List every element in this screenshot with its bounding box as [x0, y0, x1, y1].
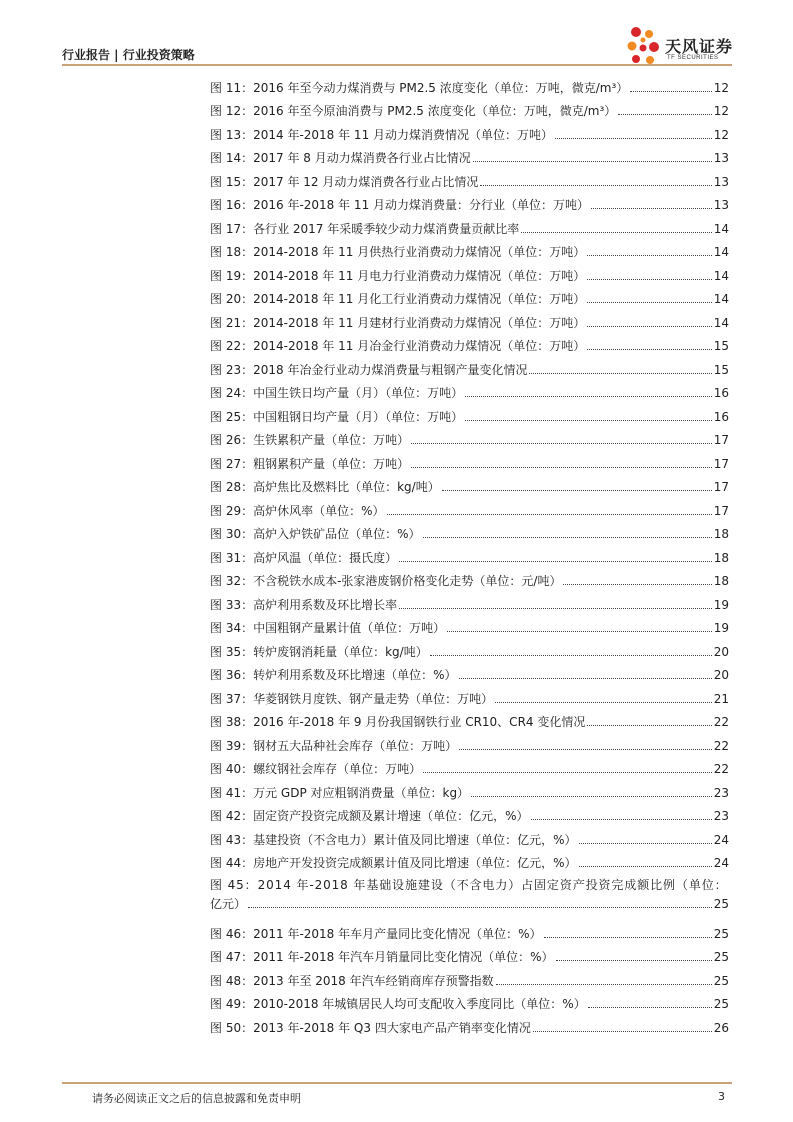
toc-entry-title: 图 39：钢材五大品种社会库存（单位：万吨） [210, 738, 458, 753]
toc-entry[interactable] [210, 824, 729, 848]
toc-entry-page: 25 [713, 997, 729, 1011]
toc-entry-title: 图 43：基建投资（不含电力）累计值及同比增速（单位：亿元，%） [210, 832, 577, 847]
toc-entry-title: 图 37：华菱钢铁月度铁、钢产量走势（单位：万吨） [210, 691, 494, 706]
toc-entry-page: 19 [713, 621, 729, 635]
toc-entry[interactable] [210, 613, 729, 637]
toc-entry-title: 图 42：固定资产投资完成额及累计增速（单位：亿元，%） [210, 809, 529, 823]
toc-leader-dots [555, 138, 712, 139]
toc-entry[interactable] [210, 707, 729, 731]
toc-entry-page: 21 [713, 691, 729, 706]
toc-leader-dots [587, 302, 712, 303]
toc-leader-dots [495, 702, 712, 703]
toc-entry-page: 18 [713, 527, 729, 541]
toc-entry[interactable] [210, 378, 729, 402]
toc-entry-page: 14 [713, 292, 729, 306]
toc-entry-page: 17 [713, 503, 729, 518]
toc-leader-dots [496, 984, 712, 985]
toc-entry[interactable] [210, 660, 729, 684]
toc-leader-dots [587, 725, 711, 726]
toc-entry-title: 图 17：各行业 2017 年采暖季较少动力煤消费量贡献比率 [210, 221, 520, 236]
toc-entry-page: 23 [713, 809, 729, 823]
toc-leader-dots [459, 678, 712, 679]
toc-entry-title: 图 48：2013 年至 2018 年汽车经销商库存预警指数 [210, 973, 494, 988]
toc-entry-title: 图 45：2014 年-2018 年基础设施建设（不含电力）占固定资产投资完成额比例（单位： [210, 878, 728, 892]
toc-entry-page: 14 [713, 221, 729, 236]
toc-leader-dots [399, 608, 712, 609]
toc-leader-dots [411, 467, 712, 468]
toc-entry-title: 图 21：2014-2018 年 11 月建材行业消费动力煤情况（单位：万吨） [210, 315, 586, 330]
brand-name-cn: 天风证券 [665, 37, 734, 56]
toc-entry-page: 17 [713, 480, 729, 494]
toc-entry[interactable] [210, 965, 729, 989]
toc-entry-page: 16 [713, 409, 729, 424]
toc-entry-title: 图 22：2014-2018 年 11 月冶金行业消费动力煤情况（单位：万吨） [210, 339, 586, 353]
toc-entry-title: 图 23：2018 年冶金行业动力煤消费量与粗钢产量变化情况 [210, 362, 528, 377]
footer-divider [62, 1082, 732, 1084]
toc-entry-page: 14 [713, 315, 729, 330]
page-number: 3 [718, 1090, 725, 1103]
toc-entry[interactable] [210, 260, 729, 284]
toc-entry[interactable] [210, 589, 729, 613]
toc-entry-page: 15 [713, 362, 729, 377]
header-section-title: 行业报告 | 行业投资策略 [62, 48, 195, 62]
toc-entry[interactable] [210, 1012, 729, 1036]
toc-entry[interactable] [210, 401, 729, 425]
toc-entry-page: 25 [713, 950, 729, 964]
toc-entry[interactable] [210, 942, 729, 966]
toc-entry[interactable] [210, 848, 729, 872]
toc-entry-title: 图 34：中国粗钢产量累计值（单位：万吨） [210, 621, 446, 635]
toc-entry-page: 18 [713, 574, 729, 588]
toc-leader-dots [430, 655, 712, 656]
toc-entry-title: 图 31：高炉风温（单位：摄氏度） [210, 550, 398, 565]
toc-entry-title: 图 32：不含税铁水成本-张家港废钢价格变化走势（单位：元/吨） [210, 574, 562, 588]
footer-disclaimer: 请务必阅读正文之后的信息披露和免责申明 [92, 1092, 301, 1105]
toc-entry-page: 20 [713, 644, 729, 659]
toc-leader-dots [465, 396, 712, 397]
toc-entry[interactable] [210, 425, 729, 449]
toc-entry[interactable] [210, 566, 729, 590]
toc-entry-title: 图 40：螺纹钢社会库存（单位：万吨） [210, 762, 422, 776]
toc-entry-title: 图 36：转炉利用系数及环比增速（单位：%） [210, 668, 457, 682]
toc-entry-title: 图 20：2014-2018 年 11 月化工行业消费动力煤情况（单位：万吨） [210, 292, 586, 306]
toc-entry-title: 图 19：2014-2018 年 11 月电力行业消费动力煤情况（单位：万吨） [210, 268, 586, 283]
toc-entry-title: 图 18：2014-2018 年 11 月供热行业消费动力煤情况（单位：万吨） [210, 245, 586, 259]
toc-leader-dots [563, 584, 711, 585]
header-divider [62, 64, 732, 66]
toc-leader-dots [529, 373, 711, 374]
toc-entry-page: 14 [713, 268, 729, 283]
toc-entry-page: 25 [713, 926, 729, 941]
toc-entry[interactable] [210, 331, 729, 355]
toc-entry-page: 16 [713, 386, 729, 400]
toc-leader-dots [579, 866, 712, 867]
toc-leader-dots [248, 907, 712, 908]
toc-entry-title: 图 47：2011 年-2018 年汽车月销量同比变化情况（单位：%） [210, 950, 554, 964]
toc-leader-dots [591, 208, 712, 209]
toc-entry[interactable] [210, 213, 729, 237]
toc-entry-title: 图 44：房地产开发投资完成额累计值及同比增速（单位：亿元，%） [210, 856, 577, 870]
toc-entry-title: 图 29：高炉休风率（单位：%） [210, 503, 385, 518]
toc-entry-page: 24 [713, 856, 729, 870]
toc-entry[interactable] [210, 777, 729, 801]
figure-list [210, 72, 729, 1036]
toc-entry-title: 图 16：2016 年-2018 年 11 月动力煤消费量：分行业（单位：万吨） [210, 198, 590, 212]
toc-leader-dots [587, 326, 712, 327]
toc-entry-page: 25 [713, 897, 729, 911]
toc-entry[interactable] [210, 72, 729, 96]
toc-leader-dots [480, 185, 711, 186]
toc-leader-dots [423, 537, 712, 538]
toc-leader-dots [587, 349, 712, 350]
toc-entry-title: 图 30：高炉入炉铁矿品位（单位：%） [210, 527, 421, 541]
toc-leader-dots [618, 114, 711, 115]
toc-entry-title: 图 13：2014 年-2018 年 11 月动力煤消费情况（单位：万吨） [210, 127, 554, 142]
toc-entry-page: 24 [713, 832, 729, 847]
toc-entry-title: 图 27：粗钢累积产量（单位：万吨） [210, 456, 410, 471]
toc-entry[interactable] [210, 284, 729, 308]
toc-entry-page: 22 [713, 738, 729, 753]
toc-entry-page: 19 [713, 597, 729, 612]
toc-leader-dots [459, 749, 712, 750]
toc-entry[interactable] [210, 143, 729, 167]
toc-leader-dots [442, 490, 712, 491]
toc-entry-title: 图 28：高炉焦比及燃料比（单位：kg/吨） [210, 480, 440, 494]
toc-leader-dots [587, 279, 712, 280]
toc-leader-dots [533, 1031, 712, 1032]
toc-leader-dots [447, 631, 712, 632]
toc-entry[interactable] [210, 542, 729, 566]
toc-entry[interactable] [210, 495, 729, 519]
toc-entry-page: 12 [713, 80, 729, 95]
brand-name-en: TF SECURITIES [667, 55, 719, 61]
toc-entry[interactable] [210, 918, 729, 942]
toc-entry[interactable] [210, 472, 729, 496]
toc-leader-dots [473, 161, 712, 162]
toc-entry-title: 图 12：2016 年至今原油消费与 PM2.5 浓度变化（单位：万吨，微克/m³） [210, 104, 617, 118]
toc-entry-title: 图 41：万元 GDP 对应粗钢消费量（单位：kg） [210, 785, 470, 800]
toc-entry-page: 18 [713, 550, 729, 565]
toc-entry-page: 15 [713, 339, 729, 353]
toc-entry[interactable] [210, 519, 729, 543]
toc-entry[interactable] [210, 448, 729, 472]
toc-entry[interactable] [210, 166, 729, 190]
toc-entry-title: 图 14：2017 年 8 月动力煤消费各行业占比情况 [210, 151, 471, 165]
toc-entry[interactable] [210, 354, 729, 378]
toc-leader-dots [587, 255, 712, 256]
toc-leader-dots [630, 91, 711, 92]
toc-entry-page: 14 [713, 245, 729, 259]
toc-entry[interactable] [210, 237, 729, 261]
toc-entry-title: 图 49：2010-2018 年城镇居民人均可支配收入季度同比（单位：%） [210, 997, 586, 1011]
toc-entry[interactable] [210, 190, 729, 214]
toc-leader-dots [423, 772, 712, 773]
toc-entry-page: 25 [713, 973, 729, 988]
toc-entry-title: 图 33：高炉利用系数及环比增长率 [210, 597, 398, 612]
toc-entry[interactable] [210, 683, 729, 707]
toc-entry[interactable] [210, 636, 729, 660]
toc-entry-page: 12 [713, 127, 729, 142]
toc-entry-page: 17 [713, 456, 729, 471]
toc-entry-page: 13 [713, 151, 729, 165]
toc-entry-title-continued: 亿元） [210, 897, 247, 911]
toc-entry-page: 22 [713, 715, 729, 729]
toc-entry-title: 图 38：2016 年-2018 年 9 月份我国钢铁行业 CR10、CR4 变化情况 [210, 715, 586, 729]
toc-entry[interactable] [210, 96, 729, 120]
toc-entry-page: 12 [713, 104, 729, 118]
toc-entry-title: 图 11：2016 年至今动力煤消费与 PM2.5 浓度变化（单位：万吨，微克/m³） [210, 80, 629, 95]
toc-entry-page: 13 [713, 198, 729, 212]
toc-entry[interactable] [210, 801, 729, 825]
toc-entry-page: 23 [713, 785, 729, 800]
toc-entry[interactable] [210, 871, 729, 918]
toc-entry[interactable] [210, 989, 729, 1013]
toc-entry[interactable] [210, 754, 729, 778]
toc-entry-page: 17 [713, 433, 729, 447]
toc-entry-page: 13 [713, 174, 729, 189]
toc-leader-dots [471, 796, 712, 797]
toc-entry-page: 22 [713, 762, 729, 776]
toc-entry[interactable] [210, 307, 729, 331]
toc-leader-dots [411, 443, 712, 444]
toc-entry-title: 图 24：中国生铁日均产量（月）（单位：万吨） [210, 386, 464, 400]
toc-leader-dots [544, 937, 712, 938]
toc-entry-title: 图 46：2011 年-2018 年车月产量同比变化情况（单位：%） [210, 926, 542, 941]
toc-leader-dots [588, 1007, 712, 1008]
toc-entry-title: 图 26：生铁累积产量（单位：万吨） [210, 433, 410, 447]
toc-leader-dots [521, 232, 711, 233]
toc-entry-page: 20 [713, 668, 729, 682]
toc-leader-dots [465, 420, 712, 421]
toc-leader-dots [399, 561, 712, 562]
toc-entry[interactable] [210, 730, 729, 754]
toc-entry-title: 图 50：2013 年-2018 年 Q3 四大家电产品产销率变化情况 [210, 1020, 531, 1035]
toc-leader-dots [556, 960, 712, 961]
toc-leader-dots [387, 514, 712, 515]
toc-entry-title: 图 25：中国粗钢日均产量（月）（单位：万吨） [210, 409, 464, 424]
toc-leader-dots [579, 843, 712, 844]
toc-entry-title: 图 35：转炉废钢消耗量（单位：kg/吨） [210, 644, 428, 659]
toc-entry-title: 图 15：2017 年 12 月动力煤消费各行业占比情况 [210, 174, 479, 189]
toc-leader-dots [531, 819, 712, 820]
toc-entry-page: 26 [713, 1020, 729, 1035]
toc-entry[interactable] [210, 119, 729, 143]
